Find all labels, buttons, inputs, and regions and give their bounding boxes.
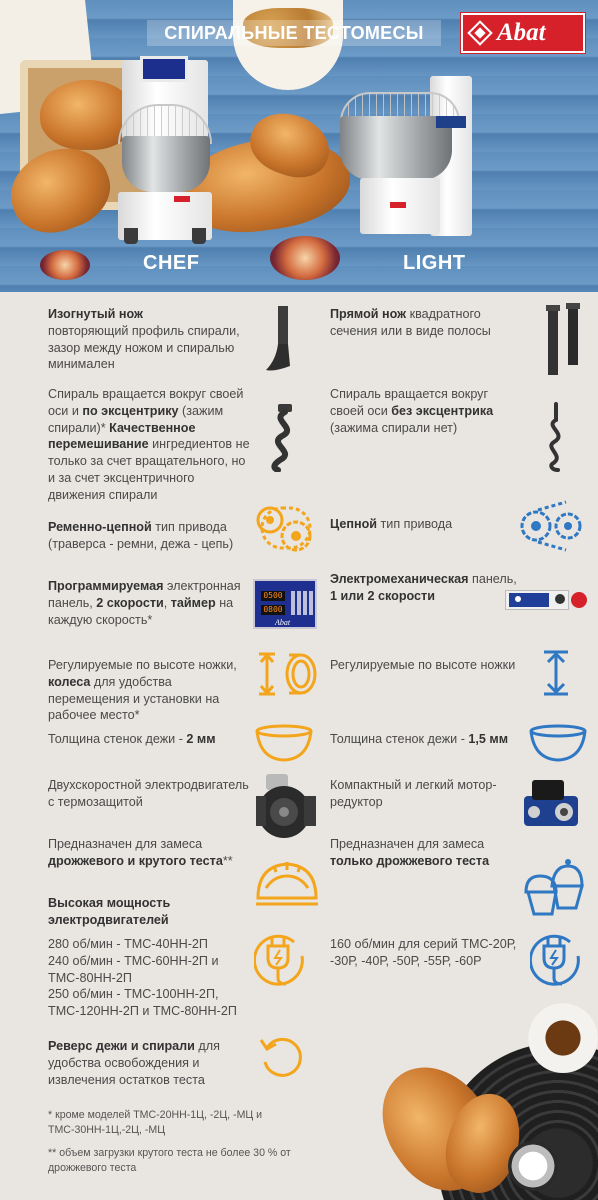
footnote-dough-load: ** объем загрузки крутого теста не более 30 % от дрожжевого теста	[48, 1147, 291, 1174]
rpm-line: 280 об/мин - ТМС-40НН-2П	[48, 937, 208, 951]
chef-motor-text: Двухскоростной электродвигатель с термозащитой	[48, 778, 249, 809]
panel-logo: Abat	[275, 618, 291, 627]
chef-mixer-image	[110, 52, 220, 247]
power-plug-icon	[254, 934, 310, 990]
chef-dough-text: Предназначен для замеса дрожжевого и крутого теста**	[48, 837, 233, 868]
page-title: СПИРАЛЬНЫЕ ТЕСТОМЕСЫ	[164, 23, 424, 43]
chef-reverse-text: Реверс дежи и спирали для удобства освобождения и извлечения остатков теста	[48, 1039, 220, 1087]
light-label: LIGHT	[403, 252, 466, 274]
chef-legs-text: Регулируемые по высоте ножки, колеса для удобства перемещения и установки на рабочее место*	[48, 658, 237, 723]
motor-photo-icon	[248, 772, 320, 840]
light-drive-text: Цепной тип привода	[330, 517, 453, 531]
abat-logo-icon	[467, 20, 492, 45]
light-motor-text: Компактный и легкий мотор-редуктор	[330, 778, 497, 809]
timer-display-bottom: 0800	[261, 605, 285, 615]
dumpling-icon	[254, 858, 320, 908]
light-panel-text: Электромеханическая панель, 1 или 2 скорости	[330, 572, 517, 603]
bowl-icon	[528, 723, 588, 763]
rpm-line: 250 об/мин - ТМС-100НН-2П, ТМС-120НН-2П и ТМС-80НН-2П	[48, 987, 237, 1019]
cupcake-icon	[520, 856, 586, 918]
rpm-line: 240 об/мин - ТМС-60НН-2П и ТМС-80НН-2П	[48, 953, 219, 985]
straight-knife-icon	[540, 303, 584, 379]
light-spiral-text: Спираль вращается вокруг своей оси без эксцентрика (зажима спирали нет)	[330, 387, 494, 435]
spiral-hook-icon	[540, 402, 572, 472]
fig-image	[40, 250, 90, 280]
light-knife-text: Прямой нож квадратного сечения или в виде полосы	[330, 307, 491, 338]
reverse-arrow-icon	[257, 1032, 307, 1082]
abat-logo	[461, 13, 585, 53]
electronic-panel-icon	[253, 579, 317, 629]
chef-panel-text: Программируемая электронная панель, 2 скорости, таймер на каждую скорость*	[48, 579, 241, 627]
fig-image	[270, 236, 340, 280]
chef-spiral-text: Спираль вращается вокруг своей оси и по эксцентрику (зажим спирали)* Качественное перемешивание ингредиентов не только за счет вращательного, но и за счет эксцентричного движения спирали	[48, 387, 250, 502]
electromechanical-panel-icon	[505, 590, 587, 610]
timer-display-top: 0500	[261, 591, 285, 601]
hero-banner	[0, 0, 598, 292]
chef-label: CHEF	[143, 252, 200, 274]
bowl-icon	[254, 723, 314, 763]
light-legs-text: Регулируемые по высоте ножки	[330, 658, 516, 672]
spiral-hook-icon	[262, 402, 302, 472]
logo-text: Abat	[497, 19, 546, 46]
light-power-text: 160 об/мин для серий ТМС-20Р, -30Р, -40Р, -50Р, -55Р, -60Р	[330, 937, 517, 968]
gear-motor-photo-icon	[518, 774, 584, 834]
height-arrow-icon	[540, 650, 572, 696]
light-dough-text: Предназначен для замеса только дрожжевого теста	[330, 837, 490, 868]
chef-bowl-text: Толщина стенок дежи - 2 мм	[48, 732, 216, 746]
chef-knife-text: Изогнутый нож повторяющий профиль спирали, зазор между ножом и спиралью минимален	[48, 307, 240, 372]
power-plug-icon	[530, 934, 586, 990]
chef-power-heading: Высокая мощность электродвигателей	[48, 896, 171, 927]
belt-chain-drive-icon	[252, 500, 320, 556]
light-mixer-image	[332, 72, 480, 242]
light-bowl-text: Толщина стенок дежи - 1,5 мм	[330, 732, 509, 746]
footnote-models: * кроме моделей ТМС-20НН-1Ц, -2Ц, -МЦ и ТМС-30НН-1Ц,-2Ц, -МЦ	[48, 1109, 263, 1136]
chef-drive-text: Ременно-цепной тип привода (траверса - ремни, дежа - цепь)	[48, 520, 234, 551]
croissant-photo	[378, 1003, 598, 1200]
chef-power-rpm-list	[48, 936, 258, 1020]
chain-drive-icon	[520, 496, 584, 558]
curved-knife-icon	[264, 306, 294, 374]
height-wheel-icon	[255, 652, 319, 696]
